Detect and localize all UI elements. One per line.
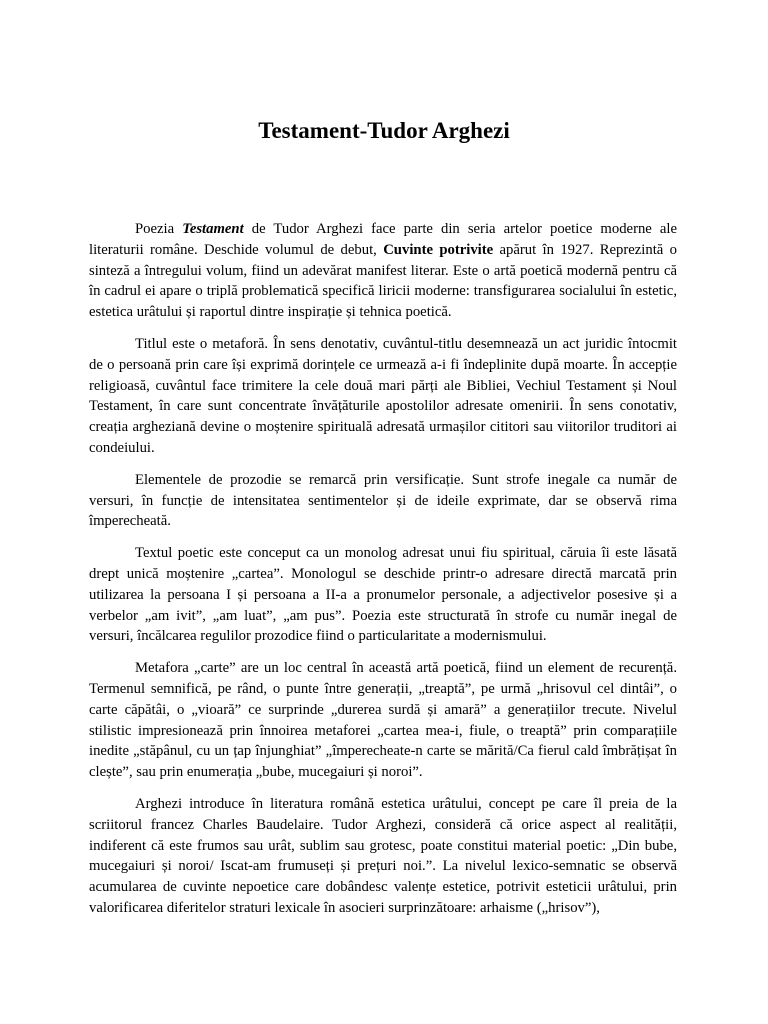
text-run: Poezia (135, 221, 183, 237)
text-run: Textul poetic este conceput ca un monolog adresat unui fiu spiritual, căruia îi este lăsată drept unică moștenire „cartea”. Monologul se deschide printr-o adresare directă marcată prin utilizarea la persoana I și persoana a II-a a pronumelor personale, a adjectivelor posesive și a verbelor „am ivit”, „am luat”, „am pus”. Poezia este structurată în strofe cu număr inegal de versuri, încălcarea regulilor prozodice fiind o particularitate a modernismului. (89, 545, 677, 645)
paragraph-monologue (89, 543, 677, 647)
text-run: de Tudor Arghezi face parte din seria artelor poetice moderne ale literaturii române. Deschide volumul de debut, (89, 221, 677, 258)
text-run: Titlul este o metaforă. În sens denotativ, cuvântul-titlu desemnează un act juridic întocmit de o persoană prin care își exprimă dorințele ce urmează a-i fi îndeplinite după moarte. În accepție religioasă, cuvântul face trimitere la cele două mari părți ale Bibliei, Vechiul Testament și Noul Testament, în care sunt concentrate învățăturile apostolilor adresate omenirii. În sens conotativ, creația argheziană devine o moștenire spirituală adresată urmașilor cititori sau viitorilor truditori ai condeiului. (89, 335, 677, 456)
document-title: Testament-Tudor Arghezi (258, 118, 510, 143)
text-run: Elementele de prozodie se remarcă prin versificație. Sunt strofe inegale ca număr de versuri, în funcție de intensitatea sentimentelor și de ideile exprimate, dar se observă rima împerecheată. (89, 471, 677, 530)
paragraph-intro (89, 219, 677, 323)
text-run: apărut în 1927. Reprezintă o sinteză a întregului volum, fiind un adevărat manifest literar. Este o artă poetică modernă pentru că în cadrul ei apare o triplă problematică specifică liricii moderne: transfigurarea socialului în estetic, estetica urâtului și raportul dintre inspirație și tehnica poetică. (89, 241, 678, 321)
paragraph-aesthetics (89, 794, 677, 919)
poem-title-emphasis: Testament (182, 221, 244, 237)
text-run: Metafora „carte” are un loc central în această artă poetică, fiind un element de recurență. Termenul semnifică, pe rând, o punte între generații, „treaptă”, pe urmă „hrisovul cel dintâi”, o carte căpătâi, o „vioară” ce surprinde „durerea surdă și amară” a generațiilor trecute. Nivelul stilistic impresionează prin înnoirea metaforei „cartea mea-i, fiule, o treaptă” prin comparațiile inedite „stăpânul, cu un țap înjunghiat” „împerecheate-n carte se mărită/Ca fierul cald îmbrățișat în clește”, sau prin enumerația „bube, mucegaiuri și noroi”. (89, 660, 677, 781)
document-body (89, 219, 677, 930)
paragraph-title-meaning (89, 334, 677, 459)
paragraph-metaphor (89, 658, 677, 783)
volume-title-emphasis: Cuvinte potrivite (383, 241, 494, 258)
paragraph-prosody (89, 470, 677, 532)
text-run: Arghezi introduce în literatura română estetica urâtului, concept pe care îl preia de la scriitorul francez Charles Baudelaire. Tudor Arghezi, consideră că orice aspect al realității, indiferent că este frumos sau urât, sublim sau grotesc, poate constitui material poetic: „Din bube, mucegaiuri și noroi/ Iscat-am frumuseți și prețuri noi.”. La nivelul lexico-semnatic se observă acumularea de cuvinte nepoetice care dobândesc valențe estetice, potrivit esteticii urâtului, prin valorificarea diferitelor straturi lexicale în asocieri surprinzătoare: arhaisme („hrisov”), (89, 795, 677, 916)
